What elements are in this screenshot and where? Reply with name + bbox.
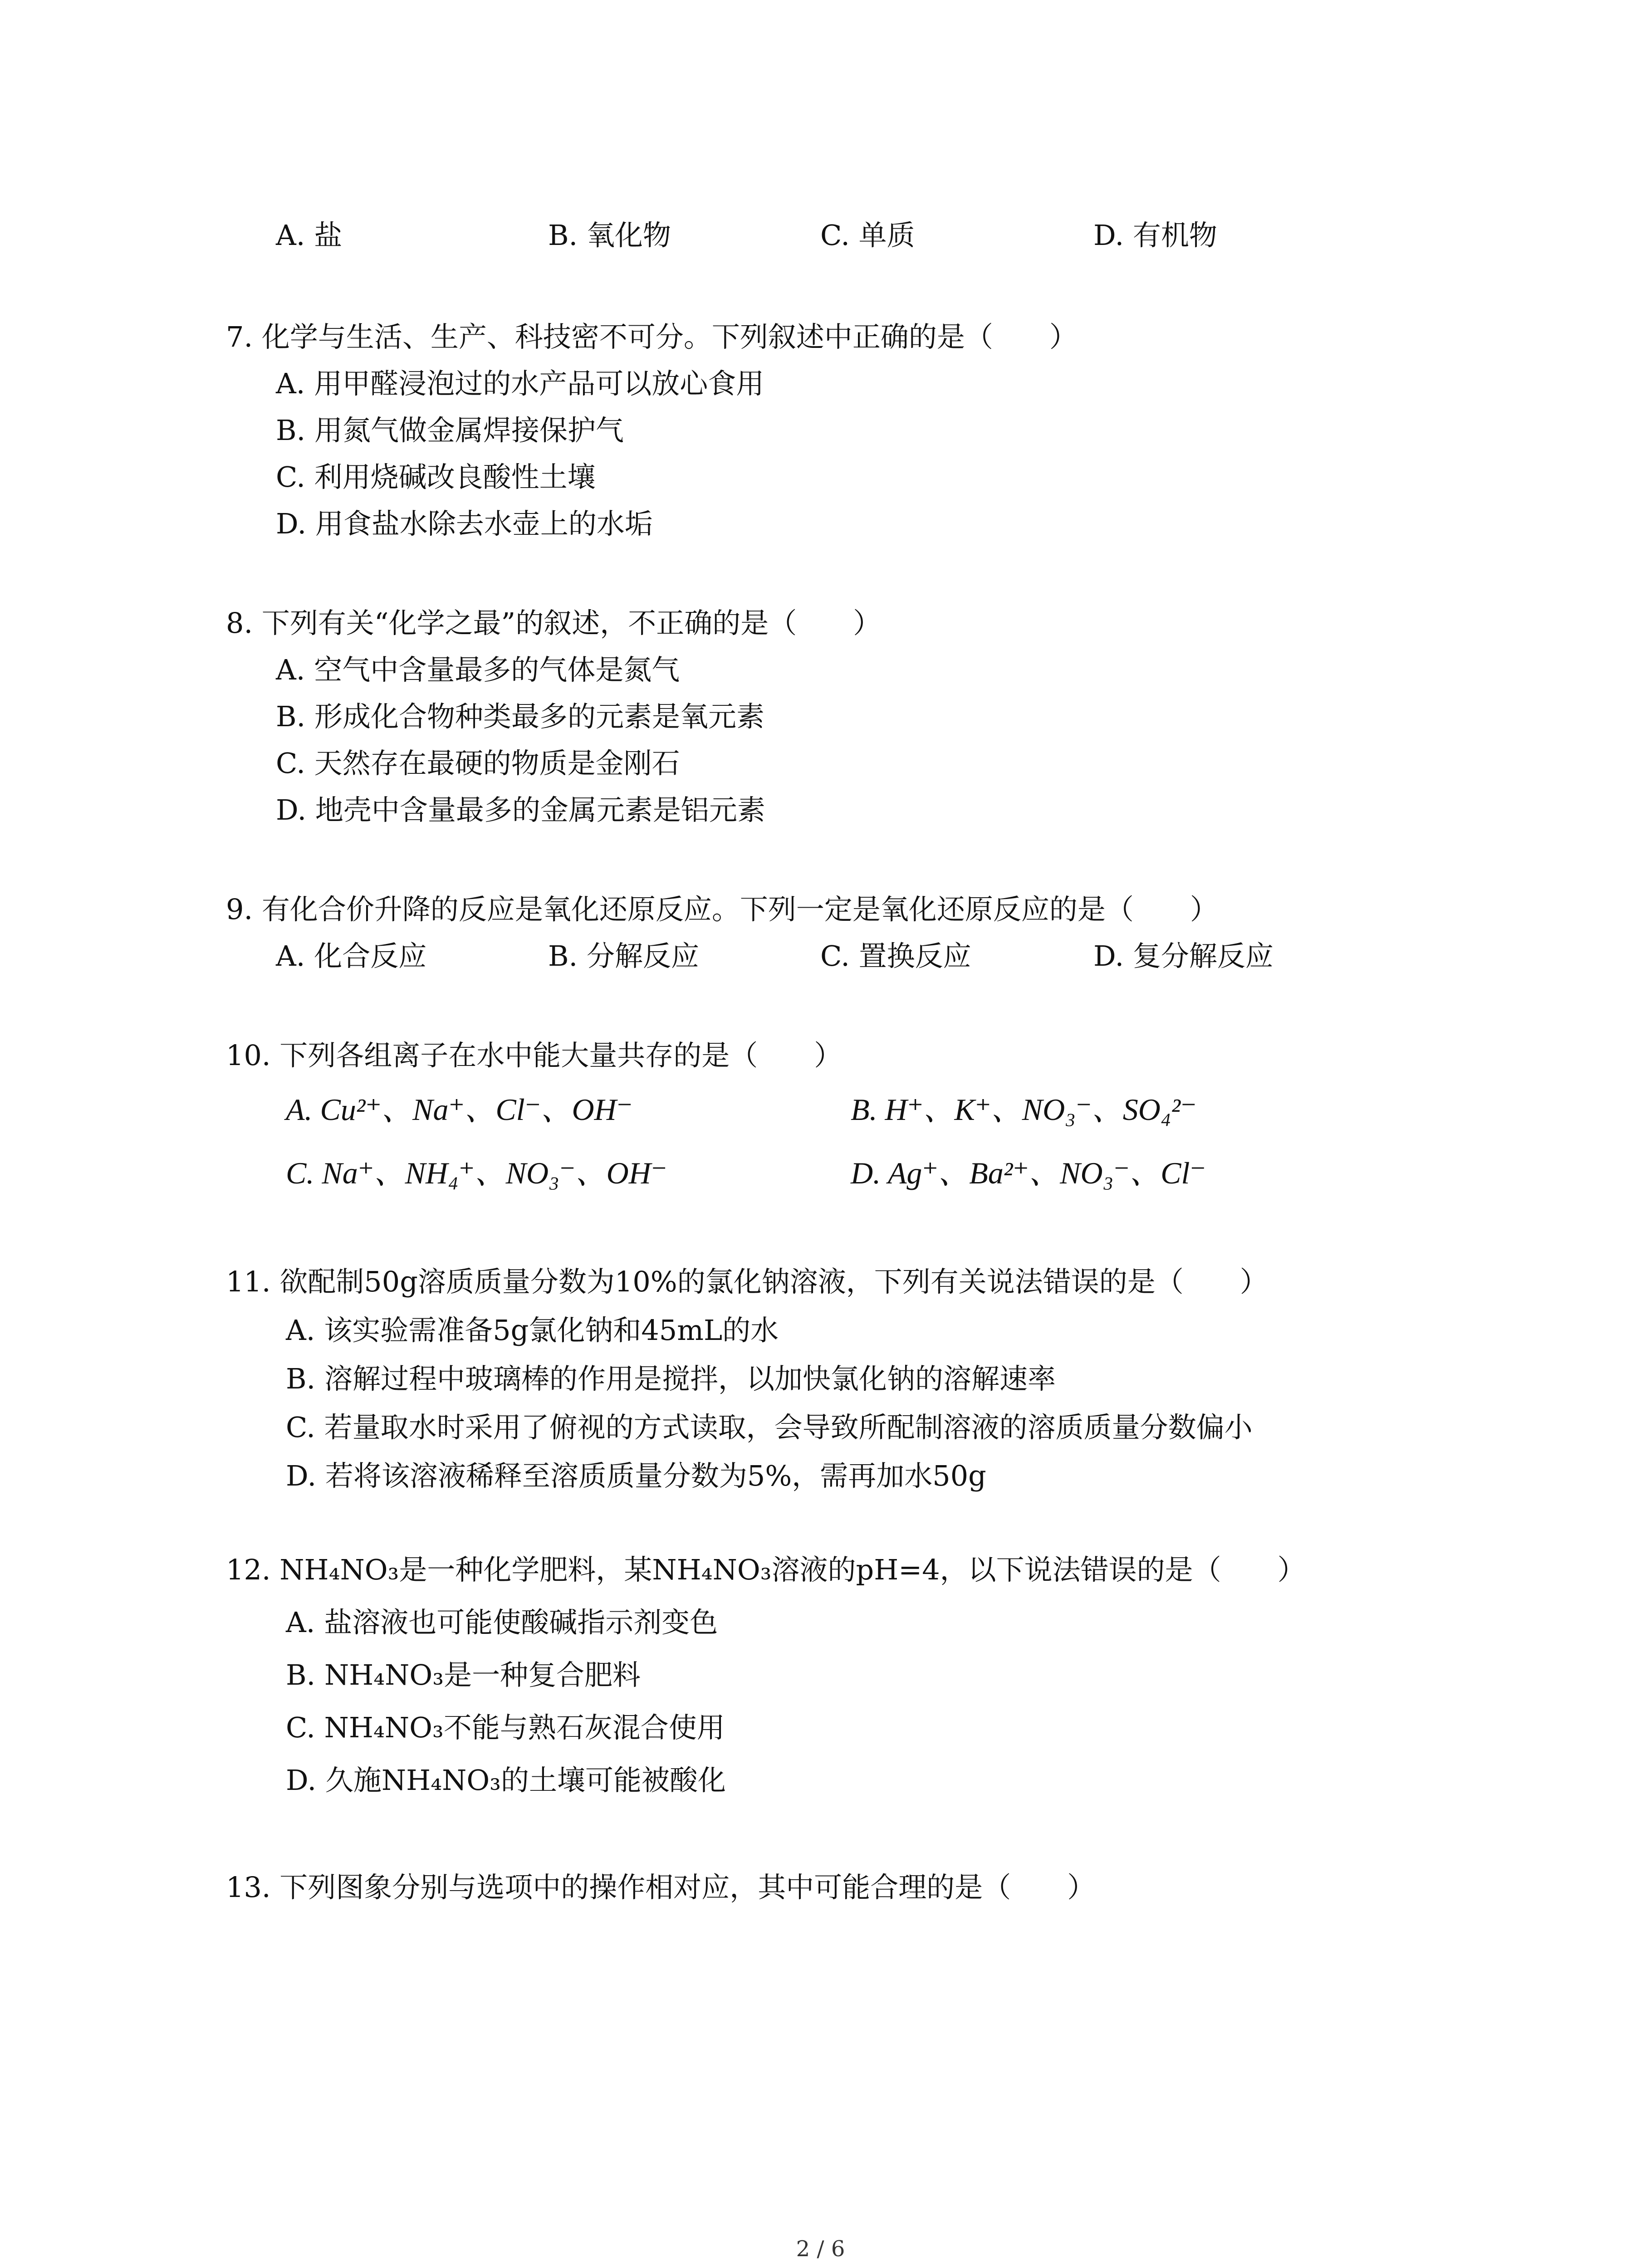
q12-stem: 12. NH₄NO₃是一种化学肥料，某NH₄NO₃溶液的pH=4，以下说法错误的是（ ） [226,1553,1306,1586]
q6-option-c: C. 单质 [820,219,915,252]
q9-option-b: B. 分解反应 [548,939,699,973]
q8-option-d: D. 地壳中含量最多的金属元素是铝元素 [276,793,765,826]
q6-option-d: D. 有机物 [1093,219,1217,252]
q10-option-a: A. Cu²⁺、Na⁺、Cl⁻、OH⁻ [286,1092,633,1127]
q10-option-c: C. Na⁺、NH₄⁺、NO₃⁻、OH⁻ [286,1156,667,1190]
q6-option-b: B. 氧化物 [548,219,671,252]
q7-option-d: D. 用食盐水除去水壶上的水垢 [276,507,653,540]
page-number: 2 / 6 [796,2236,845,2262]
q8-option-c: C. 天然存在最硬的物质是金刚石 [276,747,680,780]
q12-option-c: C. NH₄NO₃不能与熟石灰混合使用 [286,1711,725,1744]
q9-option-a: A. 化合反应 [276,939,427,973]
q10-option-d: D. Ag⁺、Ba²⁺、NO₃⁻、Cl⁻ [851,1156,1206,1190]
q9-option-c: C. 置换反应 [820,939,971,973]
q13-stem: 13. 下列图象分别与选项中的操作相对应，其中可能合理的是（ ） [226,1871,1096,1904]
q8-stem: 8. 下列有关“化学之最”的叙述，不正确的是（ ） [226,606,882,640]
q12-option-d: D. 久施NH₄NO₃的土壤可能被酸化 [286,1764,726,1797]
q11-option-b: B. 溶解过程中玻璃棒的作用是搅拌，以加快氯化钠的溶解速率 [286,1362,1056,1395]
q7-option-a: A. 用甲醛浸泡过的水产品可以放心食用 [276,367,764,400]
q11-option-c: C. 若量取水时采用了俯视的方式读取，会导致所配制溶液的溶质质量分数偏小 [286,1411,1253,1444]
q7-stem: 7. 化学与生活、生产、科技密不可分。下列叙述中正确的是（ ） [226,320,1078,353]
q10-option-b: B. H⁺、K⁺、NO₃⁻、SO₄²⁻ [851,1092,1197,1127]
q8-option-a: A. 空气中含量最多的气体是氮气 [276,653,680,686]
q8-option-b: B. 形成化合物种类最多的元素是氧元素 [276,700,764,733]
q12-option-a: A. 盐溶液也可能使酸碱指示剂变色 [286,1606,718,1639]
q7-option-c: C. 利用烧碱改良酸性土壤 [276,460,596,494]
q11-option-a: A. 该实验需准备5g氯化钠和45mL的水 [286,1314,779,1347]
q6-option-a: A. 盐 [276,219,343,252]
q12-option-b: B. NH₄NO₃是一种复合肥料 [286,1658,641,1691]
q9-option-d: D. 复分解反应 [1093,939,1274,973]
q10-stem: 10. 下列各组离子在水中能大量共存的是（ ） [226,1039,843,1072]
q7-option-b: B. 用氮气做金属焊接保护气 [276,414,624,447]
q9-stem: 9. 有化合价升降的反应是氧化还原反应。下列一定是氧化还原反应的是（ ） [226,893,1218,926]
q11-option-d: D. 若将该溶液稀释至溶质质量分数为5%，需再加水50g [286,1459,986,1492]
q11-stem: 11. 欲配制50g溶质质量分数为10%的氯化钠溶液，下列有关说法错误的是（ ） [226,1265,1268,1298]
